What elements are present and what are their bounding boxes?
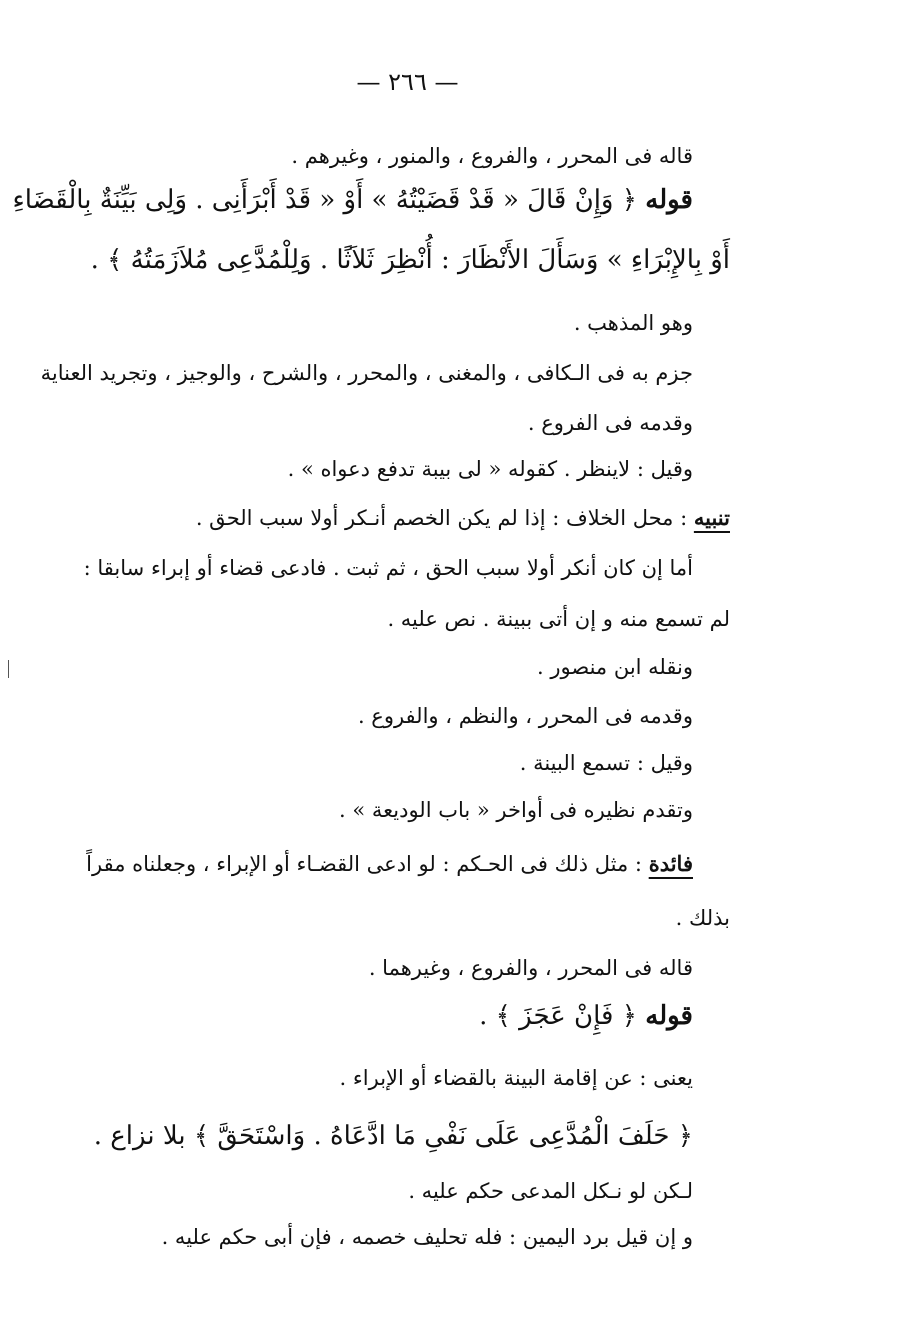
text-line <box>94 1120 693 1154</box>
tanbih-label: تنبيه <box>693 505 730 530</box>
line-text: لـكن لو نـكل المدعى حكم عليه . <box>408 1179 693 1203</box>
text-line <box>387 606 730 633</box>
text-line <box>479 1000 693 1034</box>
qawluhu-label: قوله <box>645 185 693 215</box>
text-line <box>12 184 693 218</box>
text-line <box>91 244 730 278</box>
margin-mark <box>8 660 9 678</box>
line-text: : مثل ذلك فى الحـكم : لو ادعى القضـاء أو الإبراء ، وجعلناه مقراً <box>86 852 642 876</box>
line-text: قاله فى المحرر ، والفروع ، والمنور ، وغيرهم . <box>291 144 693 168</box>
line-text: و إن قيل برد اليمين : فله تحليف خصمه ، فإن أبى حكم عليه . <box>161 1225 693 1249</box>
faida-label: فائدة <box>648 851 693 876</box>
line-text: وقدمه فى المحرر ، والنظم ، والفروع . <box>357 704 693 728</box>
line-text: ﴿ حَلَفَ الْمُدَّعِى عَلَى نَفْىِ مَا ادَّعَاهُ . وَاسْتَحَقَّ ﴾ بلا نزاع . <box>93 1121 693 1151</box>
line-text: وتقدم نظيره فى أواخر « باب الوديعة » . <box>338 798 693 822</box>
line-text: يعنى : عن إقامة البينة بالقضاء أو الإبراء . <box>339 1066 693 1090</box>
line-text: : محل الخلاف : إذا لم يكن الخصم أنـكر أولا سبب الحق . <box>195 506 688 530</box>
line-text: ونقله ابن منصور . <box>537 655 693 679</box>
text-line <box>162 1224 693 1251</box>
text-line <box>340 1065 693 1092</box>
line-text: بذلك . <box>675 906 730 930</box>
text-line <box>537 654 693 681</box>
line-text: وقيل : لاينظر . كقوله « لى بيبة تدفع دعواه » . <box>287 457 693 481</box>
text-line <box>574 310 693 337</box>
line-text: وقيل : تسمع البينة . <box>519 751 693 775</box>
line-text: أَوْ بِالإِبْرَاءِ » وَسَأَلَ الأَنْظَارَ : أُنْظِرَ ثَلاَثًا . وَلِلْمُدَّعِى مُلاَزَمَتُهُ ﴾ . <box>90 245 730 275</box>
text-line <box>369 955 693 982</box>
page-number: — ٢٦٦ — <box>356 68 459 96</box>
line-text: وهو المذهب . <box>573 311 693 335</box>
text-line <box>83 555 693 582</box>
line-text: ﴿ وَإِنْ قَالَ « قَدْ قَضَيْتُهُ » أَوْ « قَدْ أَبْرَأَنِى . وَلِى بَيِّنَةٌ بِالْقَضَاءِ <box>12 185 637 215</box>
line-text: وقدمه فى الفروع . <box>527 411 693 435</box>
text-line <box>288 456 693 483</box>
text-line <box>408 1178 693 1205</box>
text-line <box>358 703 693 730</box>
text-line <box>196 504 730 532</box>
line-text: قاله فى المحرر ، والفروع ، وغيرهما . <box>368 956 693 980</box>
text-line <box>676 905 730 932</box>
qawluhu-label: قوله <box>645 1001 693 1031</box>
text-line <box>40 360 693 387</box>
line-text: أما إن كان أنكر أولا سبب الحق ، ثم ثبت . فادعى قضاء أو إبراء سابقا : <box>83 556 693 580</box>
text-line <box>339 797 693 824</box>
text-line <box>528 410 693 437</box>
line-text: لم تسمع منه و إن أتى ببينة . نص عليه . <box>387 607 730 631</box>
text-line <box>520 750 693 777</box>
text-line <box>86 850 693 878</box>
text-line <box>291 143 693 170</box>
line-text: ﴿ فَإِنْ عَجَزَ ﴾ . <box>479 1001 637 1031</box>
line-text: جزم به فى الـكافى ، والمغنى ، والمحرر ، والشرح ، والوجيز ، وتجريد العناية <box>40 361 693 385</box>
